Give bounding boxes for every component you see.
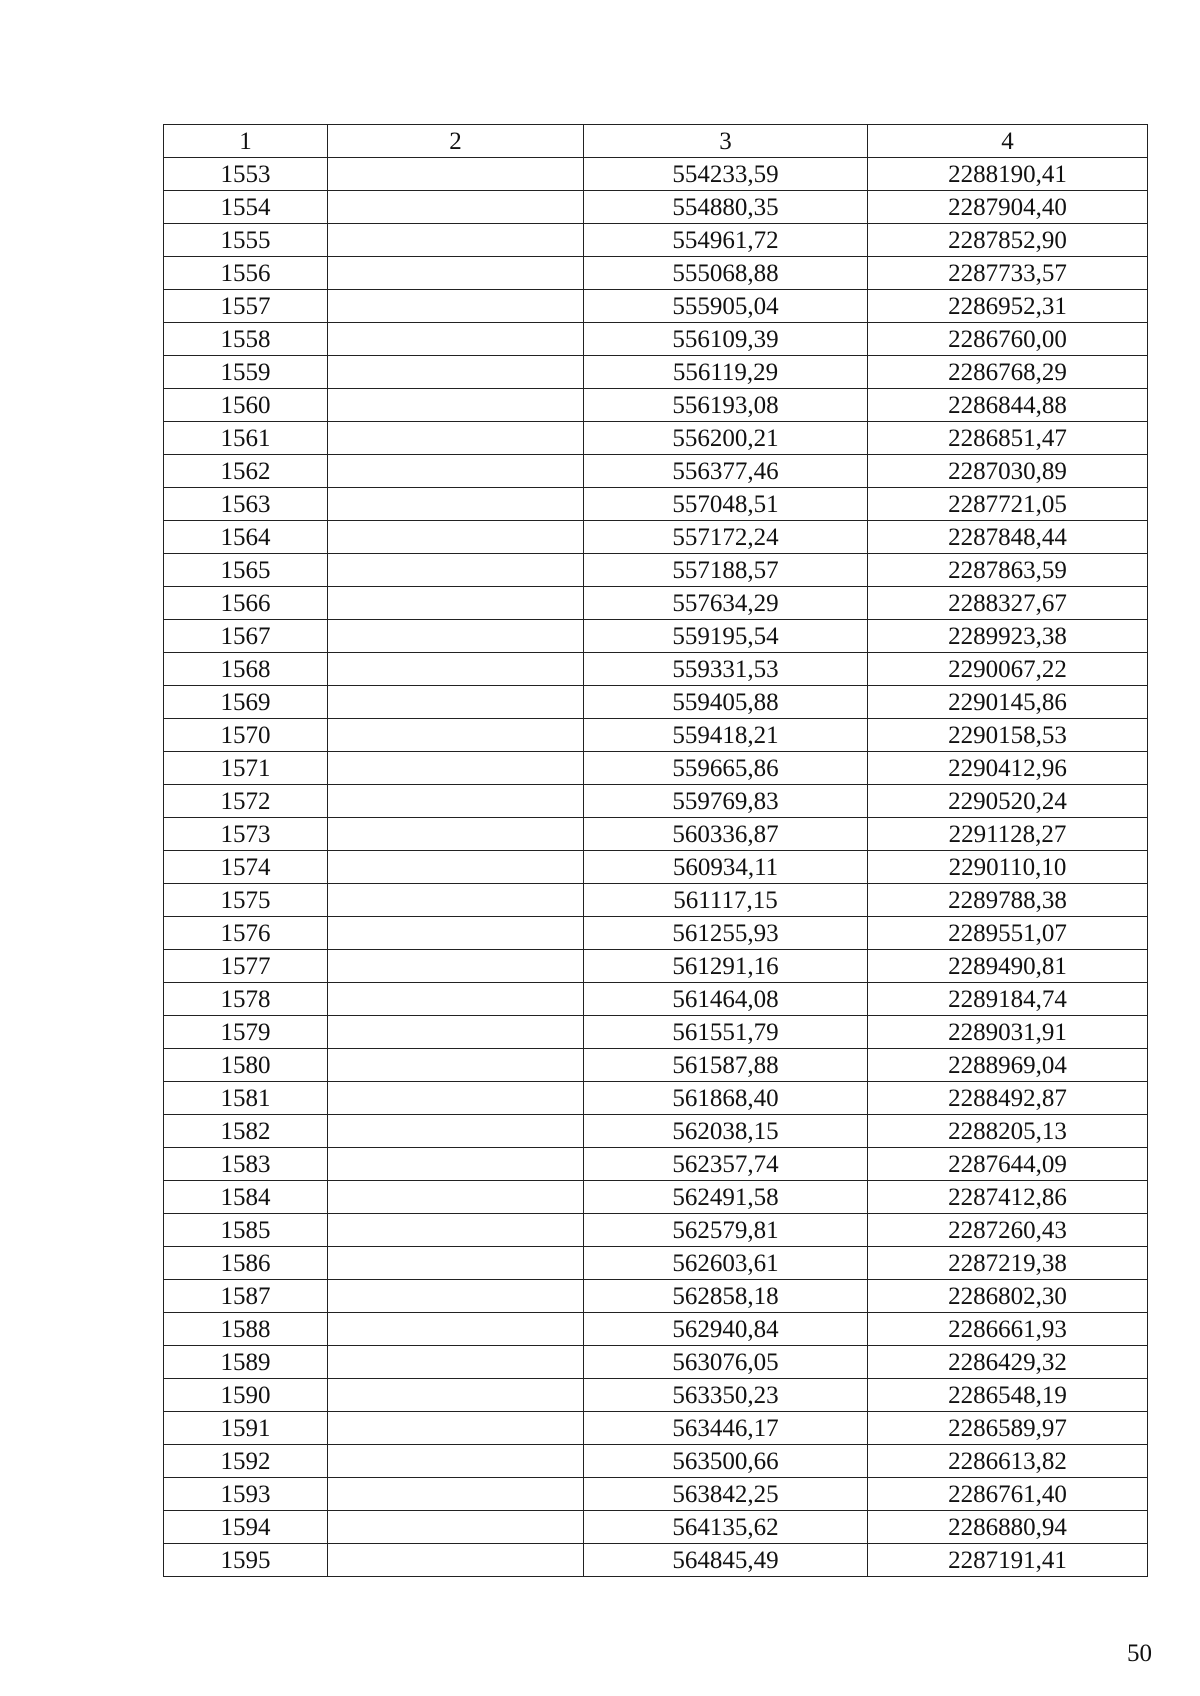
- column-header-4: 4: [868, 125, 1148, 158]
- description-cell: [328, 620, 584, 653]
- table-row: [164, 290, 1148, 323]
- table-row: [164, 389, 1148, 422]
- description-cell: [328, 257, 584, 290]
- table-row: [164, 950, 1148, 983]
- table-row: [164, 422, 1148, 455]
- table-row: [164, 620, 1148, 653]
- description-cell: [328, 488, 584, 521]
- point-number-cell: 1570: [164, 719, 328, 752]
- table-row: [164, 1181, 1148, 1214]
- table-row: [164, 521, 1148, 554]
- point-number-cell: 1586: [164, 1247, 328, 1280]
- table-row: [164, 917, 1148, 950]
- table-row: [164, 488, 1148, 521]
- point-number-cell: 1557: [164, 290, 328, 323]
- table-row: [164, 1379, 1148, 1412]
- point-number-cell: 1578: [164, 983, 328, 1016]
- page-number: 50: [1127, 1640, 1152, 1667]
- x-coordinate-cell: 559331,53: [584, 653, 868, 686]
- point-number-cell: 1587: [164, 1280, 328, 1313]
- x-coordinate-cell: 554233,59: [584, 158, 868, 191]
- y-coordinate-cell: 2288969,04: [868, 1049, 1148, 1082]
- y-coordinate-cell: 2286661,93: [868, 1313, 1148, 1346]
- point-number-cell: 1572: [164, 785, 328, 818]
- y-coordinate-cell: 2290158,53: [868, 719, 1148, 752]
- description-cell: [328, 1313, 584, 1346]
- y-coordinate-cell: 2287260,43: [868, 1214, 1148, 1247]
- y-coordinate-cell: 2287030,89: [868, 455, 1148, 488]
- y-coordinate-cell: 2289788,38: [868, 884, 1148, 917]
- y-coordinate-cell: 2290145,86: [868, 686, 1148, 719]
- x-coordinate-cell: 556109,39: [584, 323, 868, 356]
- point-number-cell: 1566: [164, 587, 328, 620]
- table-row: [164, 257, 1148, 290]
- x-coordinate-cell: 562858,18: [584, 1280, 868, 1313]
- y-coordinate-cell: 2286761,40: [868, 1478, 1148, 1511]
- table-row: [164, 191, 1148, 224]
- table-row: [164, 1544, 1148, 1577]
- y-coordinate-cell: 2286880,94: [868, 1511, 1148, 1544]
- y-coordinate-cell: 2290412,96: [868, 752, 1148, 785]
- table-row: [164, 1511, 1148, 1544]
- point-number-cell: 1579: [164, 1016, 328, 1049]
- y-coordinate-cell: 2290110,10: [868, 851, 1148, 884]
- x-coordinate-cell: 561291,16: [584, 950, 868, 983]
- description-cell: [328, 1115, 584, 1148]
- description-cell: [328, 521, 584, 554]
- point-number-cell: 1577: [164, 950, 328, 983]
- description-cell: [328, 752, 584, 785]
- y-coordinate-cell: 2287644,09: [868, 1148, 1148, 1181]
- x-coordinate-cell: 561868,40: [584, 1082, 868, 1115]
- description-cell: [328, 191, 584, 224]
- y-coordinate-cell: 2288492,87: [868, 1082, 1148, 1115]
- x-coordinate-cell: 554961,72: [584, 224, 868, 257]
- point-number-cell: 1595: [164, 1544, 328, 1577]
- x-coordinate-cell: 561551,79: [584, 1016, 868, 1049]
- table-row: [164, 1016, 1148, 1049]
- point-number-cell: 1571: [164, 752, 328, 785]
- point-number-cell: 1560: [164, 389, 328, 422]
- point-number-cell: 1590: [164, 1379, 328, 1412]
- table-row: [164, 1313, 1148, 1346]
- x-coordinate-cell: 556377,46: [584, 455, 868, 488]
- point-number-cell: 1555: [164, 224, 328, 257]
- point-number-cell: 1567: [164, 620, 328, 653]
- table-row: [164, 356, 1148, 389]
- description-cell: [328, 323, 584, 356]
- table-row: [164, 554, 1148, 587]
- y-coordinate-cell: 2288205,13: [868, 1115, 1148, 1148]
- table-row: [164, 653, 1148, 686]
- description-cell: [328, 950, 584, 983]
- x-coordinate-cell: 564845,49: [584, 1544, 868, 1577]
- point-number-cell: 1580: [164, 1049, 328, 1082]
- point-number-cell: 1576: [164, 917, 328, 950]
- point-number-cell: 1556: [164, 257, 328, 290]
- description-cell: [328, 1544, 584, 1577]
- x-coordinate-cell: 561587,88: [584, 1049, 868, 1082]
- point-number-cell: 1573: [164, 818, 328, 851]
- column-header-2: 2: [328, 125, 584, 158]
- y-coordinate-cell: 2287904,40: [868, 191, 1148, 224]
- table-row: [164, 1478, 1148, 1511]
- description-cell: [328, 851, 584, 884]
- description-cell: [328, 983, 584, 1016]
- table-row: [164, 785, 1148, 818]
- description-cell: [328, 884, 584, 917]
- y-coordinate-cell: 2287863,59: [868, 554, 1148, 587]
- table-row: [164, 1115, 1148, 1148]
- description-cell: [328, 719, 584, 752]
- column-header-3: 3: [584, 125, 868, 158]
- column-header-1: 1: [164, 125, 328, 158]
- description-cell: [328, 554, 584, 587]
- description-cell: [328, 686, 584, 719]
- point-number-cell: 1561: [164, 422, 328, 455]
- description-cell: [328, 1181, 584, 1214]
- y-coordinate-cell: 2286851,47: [868, 422, 1148, 455]
- point-number-cell: 1591: [164, 1412, 328, 1445]
- table-row: [164, 884, 1148, 917]
- description-cell: [328, 653, 584, 686]
- x-coordinate-cell: 561464,08: [584, 983, 868, 1016]
- point-number-cell: 1582: [164, 1115, 328, 1148]
- description-cell: [328, 1049, 584, 1082]
- description-cell: [328, 158, 584, 191]
- point-number-cell: 1562: [164, 455, 328, 488]
- y-coordinate-cell: 2286429,32: [868, 1346, 1148, 1379]
- y-coordinate-cell: 2287412,86: [868, 1181, 1148, 1214]
- x-coordinate-cell: 563350,23: [584, 1379, 868, 1412]
- x-coordinate-cell: 559769,83: [584, 785, 868, 818]
- description-cell: [328, 1082, 584, 1115]
- table-row: [164, 1445, 1148, 1478]
- point-number-cell: 1593: [164, 1478, 328, 1511]
- y-coordinate-cell: 2286548,19: [868, 1379, 1148, 1412]
- x-coordinate-cell: 563076,05: [584, 1346, 868, 1379]
- y-coordinate-cell: 2286768,29: [868, 356, 1148, 389]
- table-row: [164, 1247, 1148, 1280]
- table-row: [164, 224, 1148, 257]
- table-row: [164, 1049, 1148, 1082]
- y-coordinate-cell: 2287721,05: [868, 488, 1148, 521]
- table-row: [164, 686, 1148, 719]
- x-coordinate-cell: 559665,86: [584, 752, 868, 785]
- y-coordinate-cell: 2287733,57: [868, 257, 1148, 290]
- point-number-cell: 1584: [164, 1181, 328, 1214]
- x-coordinate-cell: 555905,04: [584, 290, 868, 323]
- x-coordinate-cell: 562038,15: [584, 1115, 868, 1148]
- table-row: [164, 719, 1148, 752]
- x-coordinate-cell: 560934,11: [584, 851, 868, 884]
- description-cell: [328, 1016, 584, 1049]
- point-number-cell: 1575: [164, 884, 328, 917]
- point-number-cell: 1585: [164, 1214, 328, 1247]
- x-coordinate-cell: 559418,21: [584, 719, 868, 752]
- table-row: [164, 1214, 1148, 1247]
- point-number-cell: 1583: [164, 1148, 328, 1181]
- x-coordinate-cell: 562579,81: [584, 1214, 868, 1247]
- y-coordinate-cell: 2289184,74: [868, 983, 1148, 1016]
- description-cell: [328, 422, 584, 455]
- x-coordinate-cell: 563446,17: [584, 1412, 868, 1445]
- point-number-cell: 1553: [164, 158, 328, 191]
- x-coordinate-cell: 557172,24: [584, 521, 868, 554]
- table-body: [164, 158, 1148, 1577]
- point-number-cell: 1588: [164, 1313, 328, 1346]
- y-coordinate-cell: 2286760,00: [868, 323, 1148, 356]
- table-row: [164, 1148, 1148, 1181]
- description-cell: [328, 1412, 584, 1445]
- x-coordinate-cell: 557634,29: [584, 587, 868, 620]
- y-coordinate-cell: 2288327,67: [868, 587, 1148, 620]
- y-coordinate-cell: 2290067,22: [868, 653, 1148, 686]
- y-coordinate-cell: 2289490,81: [868, 950, 1148, 983]
- table-row: [164, 851, 1148, 884]
- table-row: [164, 1346, 1148, 1379]
- point-number-cell: 1568: [164, 653, 328, 686]
- table-row: [164, 752, 1148, 785]
- y-coordinate-cell: 2287219,38: [868, 1247, 1148, 1280]
- x-coordinate-cell: 562603,61: [584, 1247, 868, 1280]
- description-cell: [328, 587, 584, 620]
- x-coordinate-cell: 562357,74: [584, 1148, 868, 1181]
- description-cell: [328, 818, 584, 851]
- y-coordinate-cell: 2287191,41: [868, 1544, 1148, 1577]
- description-cell: [328, 1346, 584, 1379]
- description-cell: [328, 1478, 584, 1511]
- point-number-cell: 1574: [164, 851, 328, 884]
- table-row: [164, 818, 1148, 851]
- y-coordinate-cell: 2286802,30: [868, 1280, 1148, 1313]
- table-row: [164, 1280, 1148, 1313]
- x-coordinate-cell: 556200,21: [584, 422, 868, 455]
- description-cell: [328, 1511, 584, 1544]
- description-cell: [328, 455, 584, 488]
- x-coordinate-cell: 559195,54: [584, 620, 868, 653]
- point-number-cell: 1554: [164, 191, 328, 224]
- description-cell: [328, 1214, 584, 1247]
- x-coordinate-cell: 562940,84: [584, 1313, 868, 1346]
- table-row: [164, 455, 1148, 488]
- y-coordinate-cell: 2286613,82: [868, 1445, 1148, 1478]
- y-coordinate-cell: 2289031,91: [868, 1016, 1148, 1049]
- point-number-cell: 1558: [164, 323, 328, 356]
- description-cell: [328, 290, 584, 323]
- table-header-row: [164, 125, 1148, 158]
- x-coordinate-cell: 561117,15: [584, 884, 868, 917]
- x-coordinate-cell: 556193,08: [584, 389, 868, 422]
- y-coordinate-cell: 2287848,44: [868, 521, 1148, 554]
- point-number-cell: 1581: [164, 1082, 328, 1115]
- y-coordinate-cell: 2286589,97: [868, 1412, 1148, 1445]
- point-number-cell: 1569: [164, 686, 328, 719]
- point-number-cell: 1592: [164, 1445, 328, 1478]
- table-row: [164, 587, 1148, 620]
- point-number-cell: 1563: [164, 488, 328, 521]
- x-coordinate-cell: 561255,93: [584, 917, 868, 950]
- x-coordinate-cell: 559405,88: [584, 686, 868, 719]
- x-coordinate-cell: 564135,62: [584, 1511, 868, 1544]
- y-coordinate-cell: 2289923,38: [868, 620, 1148, 653]
- point-number-cell: 1559: [164, 356, 328, 389]
- description-cell: [328, 1148, 584, 1181]
- point-number-cell: 1565: [164, 554, 328, 587]
- x-coordinate-cell: 557188,57: [584, 554, 868, 587]
- x-coordinate-cell: 563842,25: [584, 1478, 868, 1511]
- table-row: [164, 323, 1148, 356]
- description-cell: [328, 389, 584, 422]
- x-coordinate-cell: 555068,88: [584, 257, 868, 290]
- x-coordinate-cell: 563500,66: [584, 1445, 868, 1478]
- point-number-cell: 1589: [164, 1346, 328, 1379]
- description-cell: [328, 917, 584, 950]
- table-row: [164, 983, 1148, 1016]
- y-coordinate-cell: 2286952,31: [868, 290, 1148, 323]
- table-row: [164, 1412, 1148, 1445]
- description-cell: [328, 785, 584, 818]
- x-coordinate-cell: 557048,51: [584, 488, 868, 521]
- point-number-cell: 1564: [164, 521, 328, 554]
- y-coordinate-cell: 2288190,41: [868, 158, 1148, 191]
- y-coordinate-cell: 2291128,27: [868, 818, 1148, 851]
- description-cell: [328, 1280, 584, 1313]
- y-coordinate-cell: 2290520,24: [868, 785, 1148, 818]
- description-cell: [328, 1445, 584, 1478]
- table-row: [164, 1082, 1148, 1115]
- description-cell: [328, 224, 584, 257]
- x-coordinate-cell: 562491,58: [584, 1181, 868, 1214]
- table-row: [164, 158, 1148, 191]
- y-coordinate-cell: 2287852,90: [868, 224, 1148, 257]
- coordinates-table: [163, 124, 1148, 1577]
- y-coordinate-cell: 2289551,07: [868, 917, 1148, 950]
- y-coordinate-cell: 2286844,88: [868, 389, 1148, 422]
- x-coordinate-cell: 556119,29: [584, 356, 868, 389]
- description-cell: [328, 1379, 584, 1412]
- point-number-cell: 1594: [164, 1511, 328, 1544]
- x-coordinate-cell: 554880,35: [584, 191, 868, 224]
- description-cell: [328, 1247, 584, 1280]
- x-coordinate-cell: 560336,87: [584, 818, 868, 851]
- description-cell: [328, 356, 584, 389]
